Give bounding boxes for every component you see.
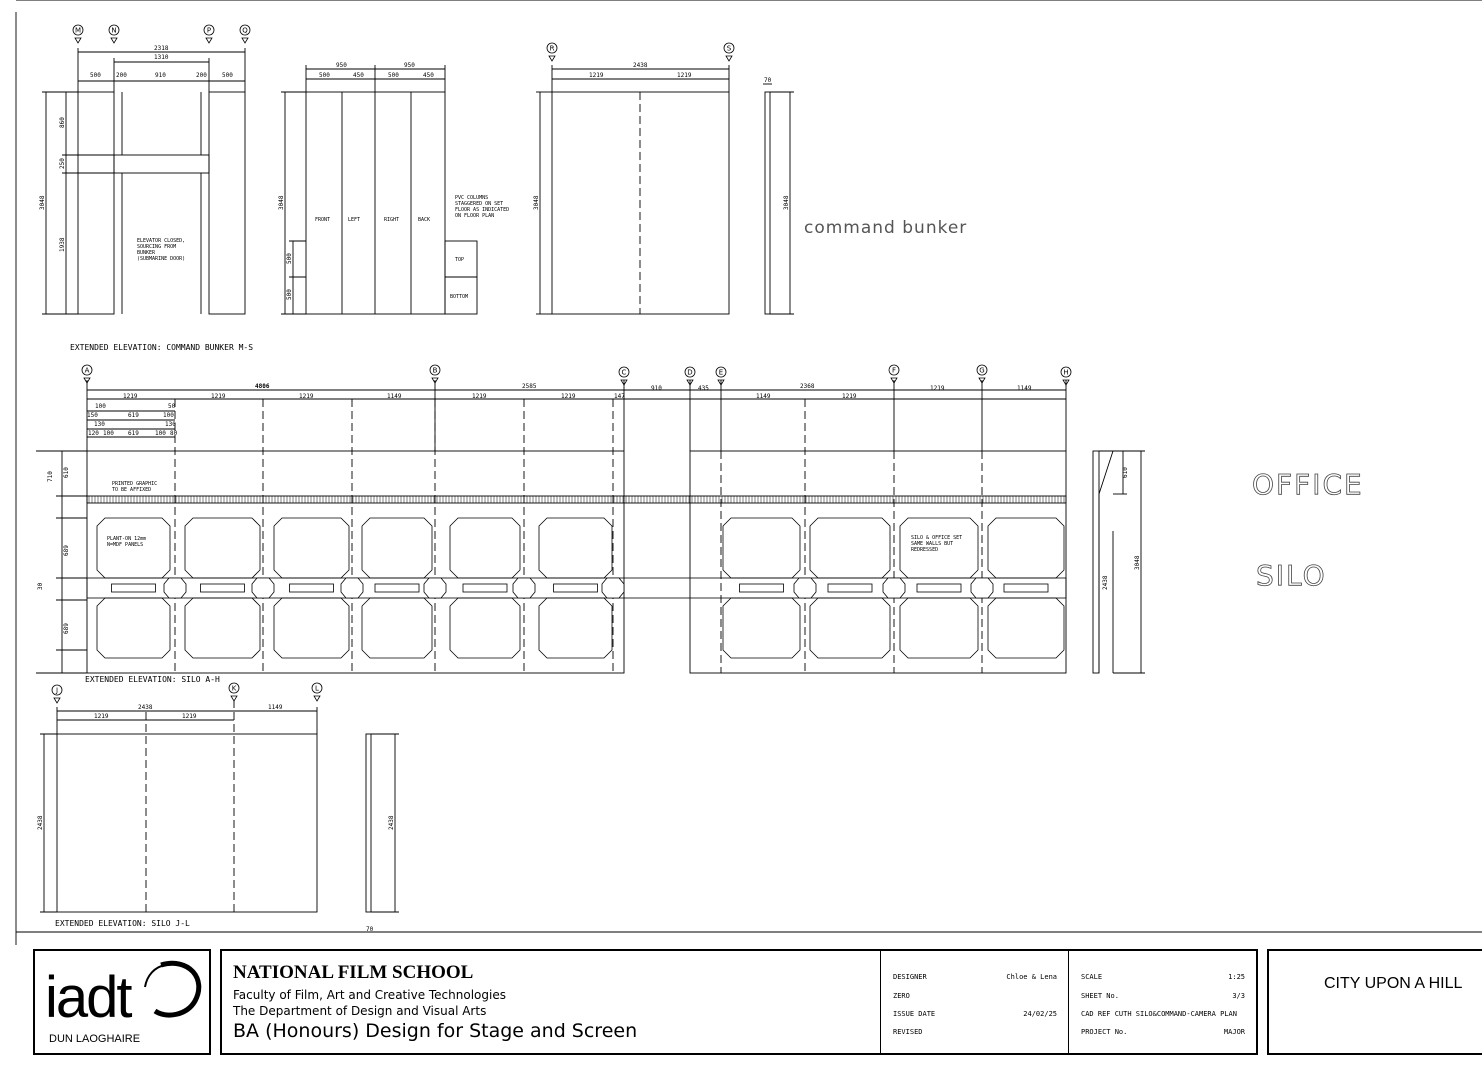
panel-front: FRONT	[315, 217, 331, 223]
silo-joint	[341, 578, 363, 598]
dim: 200	[196, 72, 207, 79]
silo-panel	[988, 598, 1064, 658]
dim: 1219	[211, 393, 226, 400]
dim: 2585	[522, 383, 537, 390]
meta-value: 1:25	[1228, 973, 1245, 981]
silo-label: SILO	[1256, 559, 1327, 592]
silo-panel	[450, 518, 520, 578]
silo-joint	[252, 578, 274, 598]
dim: 1149	[1017, 385, 1032, 392]
dim: 1149	[387, 393, 402, 400]
grid-marker-label: Q	[242, 26, 248, 35]
grid-marker-label: E	[718, 368, 724, 377]
dim: 500	[388, 72, 399, 79]
dim: 910	[651, 385, 662, 392]
grid-marker-arrow	[54, 698, 60, 703]
graphic-note-2: TO BE AFFIXED	[112, 487, 152, 493]
silo-panel	[539, 518, 612, 578]
pvc-note-3: FLOOR AS INDICATED	[455, 207, 510, 213]
department-line: The Department of Design and Visual Arts	[233, 1004, 487, 1018]
grid-marker-label: M	[74, 26, 82, 35]
dim: 2438	[388, 815, 395, 830]
grid-marker-arrow	[549, 56, 555, 61]
meta-key: DESIGNER	[893, 973, 927, 981]
dim: 100	[155, 430, 166, 437]
dim: 3048	[783, 195, 790, 210]
grid-marker-arrow	[726, 56, 732, 61]
elevator-note-3: BUNKER	[137, 250, 156, 256]
panel-bottom: BOTTOM	[450, 294, 469, 300]
grid-marker-arrow	[206, 38, 212, 43]
command-bunker-label: command bunker	[804, 218, 968, 238]
dim: 500	[286, 253, 293, 264]
dim: 50	[168, 403, 176, 410]
panel-right: RIGHT	[384, 217, 400, 223]
dim: 619	[128, 412, 139, 419]
plant-note-2: N=MDF PANELS	[107, 542, 144, 548]
silo-joint	[602, 578, 624, 598]
dim: 1310	[154, 54, 169, 61]
dim: 3048	[533, 195, 540, 210]
grid-marker-arrow	[314, 696, 320, 701]
silo-panel	[362, 518, 432, 578]
silo-mid-band	[87, 578, 1066, 598]
dim: 120	[88, 430, 99, 437]
dim: 619	[128, 430, 139, 437]
dim: 2438	[1102, 575, 1109, 590]
dim: 1149	[268, 704, 283, 711]
silo-slot	[554, 584, 598, 592]
silo-panel	[539, 598, 612, 658]
project-title: CITY UPON A HILL	[1324, 975, 1463, 992]
silo-jl-caption: EXTENDED ELEVATION: SILO J-L	[55, 919, 190, 928]
dim: 200	[116, 72, 127, 79]
dim: 2368	[800, 383, 815, 390]
silo-panel	[988, 518, 1064, 578]
bunker-caption: EXTENDED ELEVATION: COMMAND BUNKER M-S	[70, 343, 254, 352]
faculty-line: Faculty of Film, Art and Creative Technologies	[233, 988, 506, 1002]
dim: 2438	[633, 62, 648, 69]
dim: 1219	[561, 393, 576, 400]
grid-marker-arrow	[231, 696, 237, 701]
dim: 500	[90, 72, 101, 79]
silo-panel	[185, 598, 260, 658]
silo-joint	[883, 578, 905, 598]
dim: 100	[163, 412, 174, 419]
dim: 610	[63, 467, 70, 478]
dim: 689	[63, 623, 70, 634]
iadt-swoosh-icon	[141, 957, 207, 1025]
grid-marker-label: N	[111, 26, 117, 35]
course-line: BA (Honours) Design for Stage and Screen	[233, 1020, 638, 1042]
dim: 100	[95, 403, 106, 410]
silo-panel	[97, 598, 170, 658]
dim: 710	[47, 471, 54, 482]
meta-key: CAD REF CUTH SILO&COMMAND-CAMERA PLAN	[1081, 1010, 1237, 1018]
panel-top: TOP	[455, 257, 465, 263]
silo-panel	[723, 598, 800, 658]
silo-joint	[971, 578, 993, 598]
dim: 450	[423, 72, 434, 79]
silo-panel	[274, 518, 349, 578]
silo-slot	[917, 584, 961, 592]
silo-slot	[201, 584, 245, 592]
dim: 500	[319, 72, 330, 79]
dim: 147	[614, 393, 625, 400]
dim: 1219	[182, 713, 197, 720]
meta-value: MAJOR	[1223, 1028, 1245, 1036]
meta-value: 3/3	[1232, 992, 1245, 1000]
grid-marker-label: L	[315, 684, 319, 693]
grid-marker-arrow	[111, 38, 117, 43]
dim: 860	[59, 117, 66, 128]
dim: 1219	[123, 393, 138, 400]
institution-block	[220, 949, 1258, 1055]
meta-key: REVISED	[893, 1028, 923, 1036]
grid-marker-label: F	[891, 366, 897, 375]
project-block	[1267, 949, 1482, 1055]
dim: 130	[165, 421, 176, 428]
meta-right	[1068, 951, 1257, 1053]
grid-marker-label: D	[687, 368, 693, 377]
elevator-note-4: (SUBMARINE DOOR)	[137, 256, 186, 262]
grid-marker-label: R	[549, 44, 555, 53]
dim: 2318	[154, 45, 169, 52]
dim: 70	[764, 77, 772, 84]
silo-panel	[362, 598, 432, 658]
dim: 100	[103, 430, 114, 437]
silo-panel	[450, 598, 520, 658]
dim: 689	[63, 545, 70, 556]
grid-marker-label: G	[979, 366, 985, 375]
silo-joint	[164, 578, 186, 598]
dim: 80	[170, 430, 178, 437]
dim: 70	[366, 926, 374, 933]
silo-joint	[424, 578, 446, 598]
grid-marker-label: H	[1063, 368, 1069, 377]
dim: 1219	[299, 393, 314, 400]
grid-marker-arrow	[242, 38, 248, 43]
panel-back: BACK	[418, 217, 431, 223]
dim: 950	[404, 62, 415, 69]
silo-joint	[513, 578, 535, 598]
office-label: OFFICE	[1252, 468, 1364, 501]
silo-panel	[185, 518, 260, 578]
meta-key: ISSUE DATE	[893, 1010, 936, 1018]
dim: 1219	[94, 713, 109, 720]
dim: 1219	[930, 385, 945, 392]
grid-marker-label: J	[55, 686, 59, 695]
silo-office-note-2: SAME WALLS BUT	[911, 541, 954, 547]
silo-slot	[463, 584, 507, 592]
graphic-note-1: PRINTED GRAPHIC	[112, 481, 158, 487]
grid-marker-arrow	[75, 38, 81, 43]
elevator-note-2: SOURCING FROM	[137, 244, 177, 250]
panel-left: LEFT	[348, 217, 361, 223]
dim: 435	[698, 385, 709, 392]
meta-key: PROJECT No.	[1081, 1028, 1128, 1036]
silo-slot	[740, 584, 784, 592]
silo-panel	[274, 598, 349, 658]
dim: 130	[94, 421, 105, 428]
grid-marker-label: A	[84, 366, 90, 375]
dim: 1938	[59, 237, 66, 252]
silo-joint	[794, 578, 816, 598]
silo-panel	[900, 598, 978, 658]
dim: 1149	[756, 393, 771, 400]
dim: 150	[87, 412, 98, 419]
dim: 1219	[589, 72, 604, 79]
silo-slot	[112, 584, 156, 592]
silo-office-note-1: SILO & OFFICE SET	[911, 535, 963, 541]
dim: 610	[1122, 467, 1129, 478]
dim: 2438	[37, 815, 44, 830]
pvc-note-2: STAGGERED ON SET	[455, 201, 504, 207]
silo-panel	[810, 598, 890, 658]
grid-marker-label: C	[621, 368, 627, 377]
meta-left	[880, 951, 1069, 1053]
dim: 950	[336, 62, 347, 69]
meta-key: SCALE	[1081, 973, 1103, 981]
dim: 250	[59, 158, 66, 169]
dim: 1219	[472, 393, 487, 400]
meta-key: ZERO	[893, 992, 910, 1000]
silo-panel	[723, 518, 800, 578]
silo-office-note-3: REDRESSED	[911, 547, 939, 553]
silo-slot	[828, 584, 872, 592]
grid-marker-label: K	[231, 684, 237, 693]
school-name: NATIONAL FILM SCHOOL	[233, 962, 474, 983]
iadt-logo: iadt	[45, 965, 131, 1030]
dim: 4806	[255, 383, 270, 390]
silo-panel	[97, 518, 170, 578]
meta-value: Chloe & Lena	[1006, 973, 1057, 981]
silo-slot	[375, 584, 419, 592]
pvc-note-1: PVC COLUMNS	[455, 195, 489, 201]
grid-marker-label: B	[432, 366, 438, 375]
dim: 500	[222, 72, 233, 79]
silo-ah-caption: EXTENDED ELEVATION: SILO A-H	[85, 675, 220, 684]
dim: 2438	[138, 704, 153, 711]
silo-slot	[290, 584, 334, 592]
silo-panel	[810, 518, 890, 578]
grid-marker-label: S	[726, 44, 732, 53]
silo-slot	[1004, 584, 1048, 592]
dim: 3048	[39, 195, 46, 210]
dim: 1219	[842, 393, 857, 400]
logo-subtitle: DUN LAOGHAIRE	[49, 1033, 141, 1045]
dim: 910	[155, 72, 166, 79]
dim: 3048	[278, 195, 285, 210]
pvc-note-4: ON FLOOR PLAN	[455, 213, 495, 219]
dim: 30	[37, 582, 44, 590]
iadt-logo-block	[33, 949, 211, 1055]
dim: 3048	[1134, 555, 1141, 570]
dim: 1219	[677, 72, 692, 79]
elevator-note-1: ELEVATOR CLOSED,	[137, 238, 186, 244]
grid-marker-label: P	[206, 26, 212, 35]
dim: 450	[353, 72, 364, 79]
plant-note-1: PLANT-ON 12mm	[107, 536, 147, 542]
dim: 500	[286, 289, 293, 300]
meta-value: 24/02/25	[1023, 1010, 1057, 1018]
meta-key: SHEET No.	[1081, 992, 1119, 1000]
